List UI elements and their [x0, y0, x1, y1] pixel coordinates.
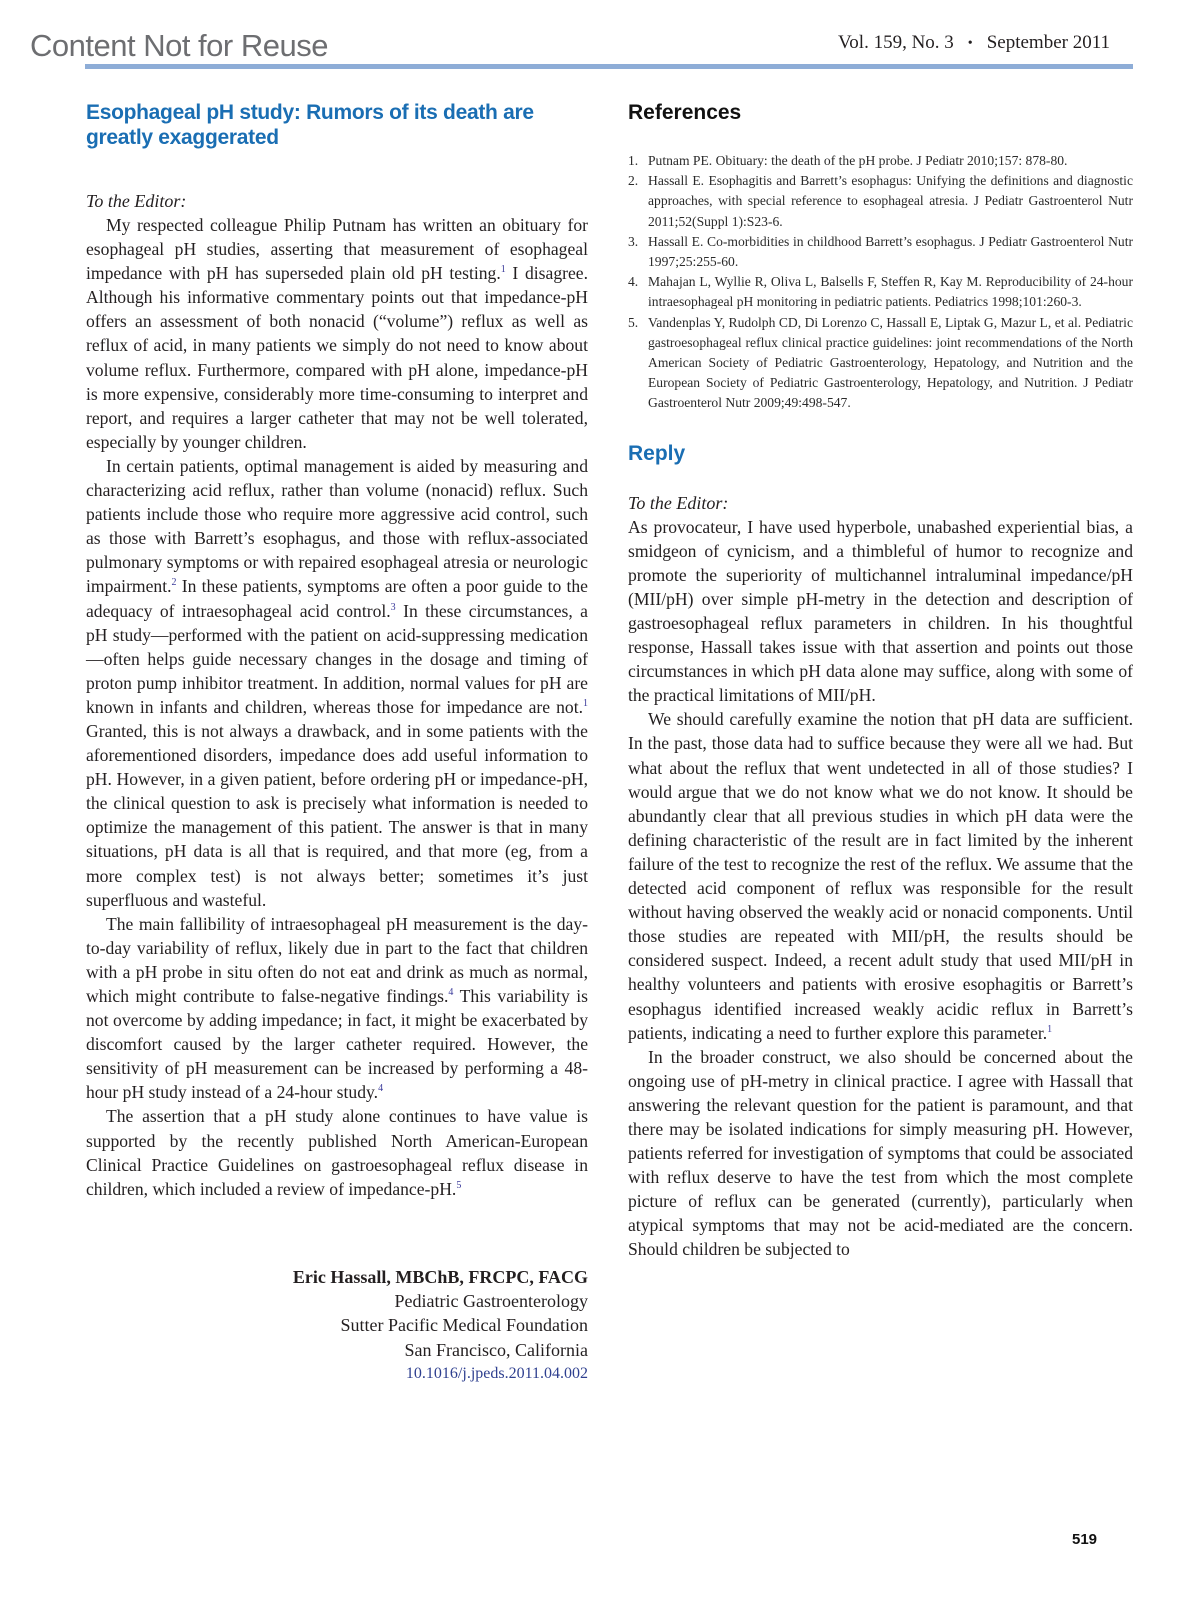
signature-block [86, 1265, 588, 1386]
paragraph-text: As provocateur, I have used hyperbole, unabashed experiential bias, a smidgeon of cynicism, and a thimbleful of humor to recognize and promote the superiority of multichannel intraluminal impedance/pH (MII/pH) over simple pH-metry in the detection and description of gastroesophageal reflux parameters in children. In his thoughtful response, Hassall takes issue with that assertion and points out those circumstances in which pH data alone may suffice, along with some of the practical limitations of MII/pH. [628, 516, 1133, 706]
volume-issue: Vol. 159, No. 3 [838, 32, 954, 53]
doi-link[interactable]: 10.1016/j.jpeds.2011.04.002 [405, 1365, 588, 1383]
header-rule [85, 64, 1133, 69]
reference-text: Putnam PE. Obituary: the death of the pH probe. J Pediatr 2010;157: 878-80. [648, 153, 1068, 168]
body-paragraph [86, 1104, 588, 1200]
right-column [628, 100, 1133, 1262]
reference-item [628, 272, 1133, 312]
author-institution: Sutter Pacific Medical Foundation [340, 1315, 588, 1336]
references-heading: References [628, 101, 742, 124]
body-paragraph [86, 454, 588, 912]
author-department: Pediatric Gastroenterology [394, 1291, 588, 1312]
body-paragraph [86, 912, 588, 1105]
citation-link[interactable]: 1 [583, 698, 588, 710]
author-name: Eric Hassall, MBChB, FRCPC, FACG [292, 1266, 588, 1287]
body-paragraph [628, 707, 1133, 1044]
references-list [628, 151, 1133, 414]
body-paragraph [628, 515, 1133, 708]
paragraph-text: Granted, this is not always a drawback, and in some patients with the aforementioned disorders, impedance does add useful information to pH. However, in a given patient, before ordering pH or impedance-pH, the clinical question to ask is precisely what information is needed to optimize the management of this patient. The answer is that in many situations, pH data is all that is required, and that more (eg, from a more complex test) is not always better; sometimes it’s just superfluous and wasteful. [86, 720, 588, 910]
paragraph-text: In certain patients, optimal management is aided by measuring and characterizing acid reflux, rather than volume (nonacid) reflux. Such patients include those who require more aggressive acid control, such as those with Barrett’s esophagus, and those with reflux-associated pulmonary symptoms or with repaired esophageal atresia or neurologic impairment. [86, 455, 588, 597]
reference-number: 3. [628, 233, 639, 249]
paragraph-text: In these patients, symptoms are often a poor guide to the adequacy of intraesophageal acid control. [86, 576, 588, 621]
reference-item [628, 313, 1133, 414]
reference-item [628, 171, 1133, 232]
citation-link[interactable]: 2 [171, 577, 177, 589]
body-paragraph [86, 213, 588, 454]
body-paragraph [628, 1045, 1133, 1262]
paragraph-text: I disagree. Although his informative commentary points out that impedance-pH offers an assessment of both nonacid (“volume”) reflux as well as reflux of acid, in many patients we simply do not need to know about volume reflux. Furthermore, compared with pH alone, impedance-pH is more expensive, considerably more time-consuming to interpret and report, and requires a larger catheter that may not be well tolerated, especially by younger children. [86, 263, 588, 452]
issue-date: September 2011 [986, 32, 1110, 53]
watermark-text: Content Not for Reuse [30, 28, 328, 63]
citation-link[interactable]: 3 [390, 601, 396, 613]
bullet-separator-icon: • [967, 35, 973, 51]
citation-link[interactable]: 4 [378, 1083, 384, 1095]
letter-body [86, 213, 588, 1201]
citation-link[interactable]: 1 [1047, 1023, 1053, 1035]
reference-text: Hassall E. Co-morbidities in childhood Barrett’s esophagus. J Pediatr Gastroenterol Nutr 1997;25:255-60. [648, 233, 1133, 270]
paragraph-text: My respected colleague Philip Putnam has written an obituary for esophageal pH studies, asserting that measurement of esophageal impedance with pH has superseded plain old pH testing. [86, 215, 588, 284]
citation-link[interactable]: 5 [456, 1179, 462, 1191]
paragraph-text: In these circumstances, a pH study—performed with the patient on acid-suppressing medication—often helps guide necessary changes in the dosage and timing of proton pump inhibitor treatment. In addition, normal values for pH are known in infants and children, whereas those for impedance are not. [86, 600, 588, 717]
paragraph-text: The assertion that a pH study alone continues to have value is supported by the recently published North American-European Clinical Practice Guidelines on gastroesophageal reflux disease in children, which included a review of impedance-pH. [86, 1106, 588, 1199]
letter-title: Esophageal pH study: Rumors of its death are greatly exaggerated [86, 101, 534, 149]
reference-number: 1. [628, 153, 639, 168]
running-head [838, 32, 1110, 54]
reference-item [628, 232, 1133, 272]
reply-salutation: To the Editor: [628, 492, 729, 513]
paragraph-text: The main fallibility of intraesophageal pH measurement is the day-to-day variability of reflux, likely due in part to the fact that children with a pH probe in situ often do not eat and drink as much as normal, which might contribute to false-negative findings. [86, 913, 588, 1006]
reference-text: Hassall E. Esophagitis and Barrett’s esophagus: Unifying the definitions and diagnostic approaches, with special reference to esophageal atresia. J Pediatr Gastroenterol Nutr 2011;52(Suppl 1):S23-6. [648, 173, 1133, 229]
letter-column [86, 100, 588, 1386]
reply-heading: Reply [628, 441, 686, 465]
page-number: 519 [1072, 1531, 1098, 1548]
reference-text: Vandenplas Y, Rudolph CD, Di Lorenzo C, Hassall E, Liptak G, Mazur L, et al. Pediatric gastroesophageal reflux clinical practice guidelines: joint recommendations of the North American Society of Pediatric Gastroenterology, Hepatology, and Nutrition and the European Society of Pediatric Gastroenterology, Hepatology, and Nutrition. J Pediatr Gastroenterol Nutr 2009;49:498-547. [648, 314, 1133, 411]
reference-text: Mahajan L, Wyllie R, Oliva L, Balsells F, Steffen R, Kay M. Reproducibility of 24-hour intraesophageal pH monitoring in pediatric patients. Pediatrics 1998;101:260-3. [648, 274, 1133, 310]
reference-number: 4. [628, 274, 639, 290]
reference-number: 2. [628, 173, 639, 189]
reference-number: 5. [628, 314, 639, 330]
paragraph-text: In the broader construct, we also should be concerned about the ongoing use of pH-metry in clinical practice. I agree with Hassall that answering the relevant question for the patient is paramount, and that there may be isolated indications for simply measuring pH. However, patients referred for investigation of symptoms that could be associated with reflux deserve to have the test from which the most complete picture of reflux can be generated (currently), particularly when atypical symptoms that may not be acid-mediated are the concern. Should children be subjected to [628, 1046, 1133, 1260]
reply-body [628, 515, 1133, 1262]
citation-link[interactable]: 4 [448, 987, 454, 999]
paragraph-text: This variability is not overcome by adding impedance; in fact, it might be exacerbated by discomfort caused by the larger catheter required. However, the sensitivity of pH measurement can be increased by performing a 48-hour pH study instead of a 24-hour study. [86, 986, 588, 1103]
paragraph-text: We should carefully examine the notion that pH data are sufficient. In the past, those data had to suffice because they were all we had. But what about the reflux that went undetected in all of those studies? I would argue that we do not know what we do not know. It should be abundantly clear that all previous studies in which pH data were the defining characteristic of the result are in fact limited by the inherent failure of the test to recognize the rest of the reflux. We assume that the detected acid component of reflux was responsible for the result without having observed the weakly acid or nonacid components. Until those studies are repeated with MII/pH, the results should be considered suspect. Indeed, a recent adult study that used MII/pH in healthy volunteers and patients with erosive esophagitis or Barrett’s esophagus identified increased weakly acidic reflux in Barrett’s patients, indicating a need to further explore this parameter. [628, 709, 1133, 1043]
author-location: San Francisco, California [404, 1339, 588, 1360]
letter-salutation: To the Editor: [86, 191, 187, 211]
citation-link[interactable]: 1 [500, 264, 506, 276]
reference-item [628, 151, 1133, 171]
